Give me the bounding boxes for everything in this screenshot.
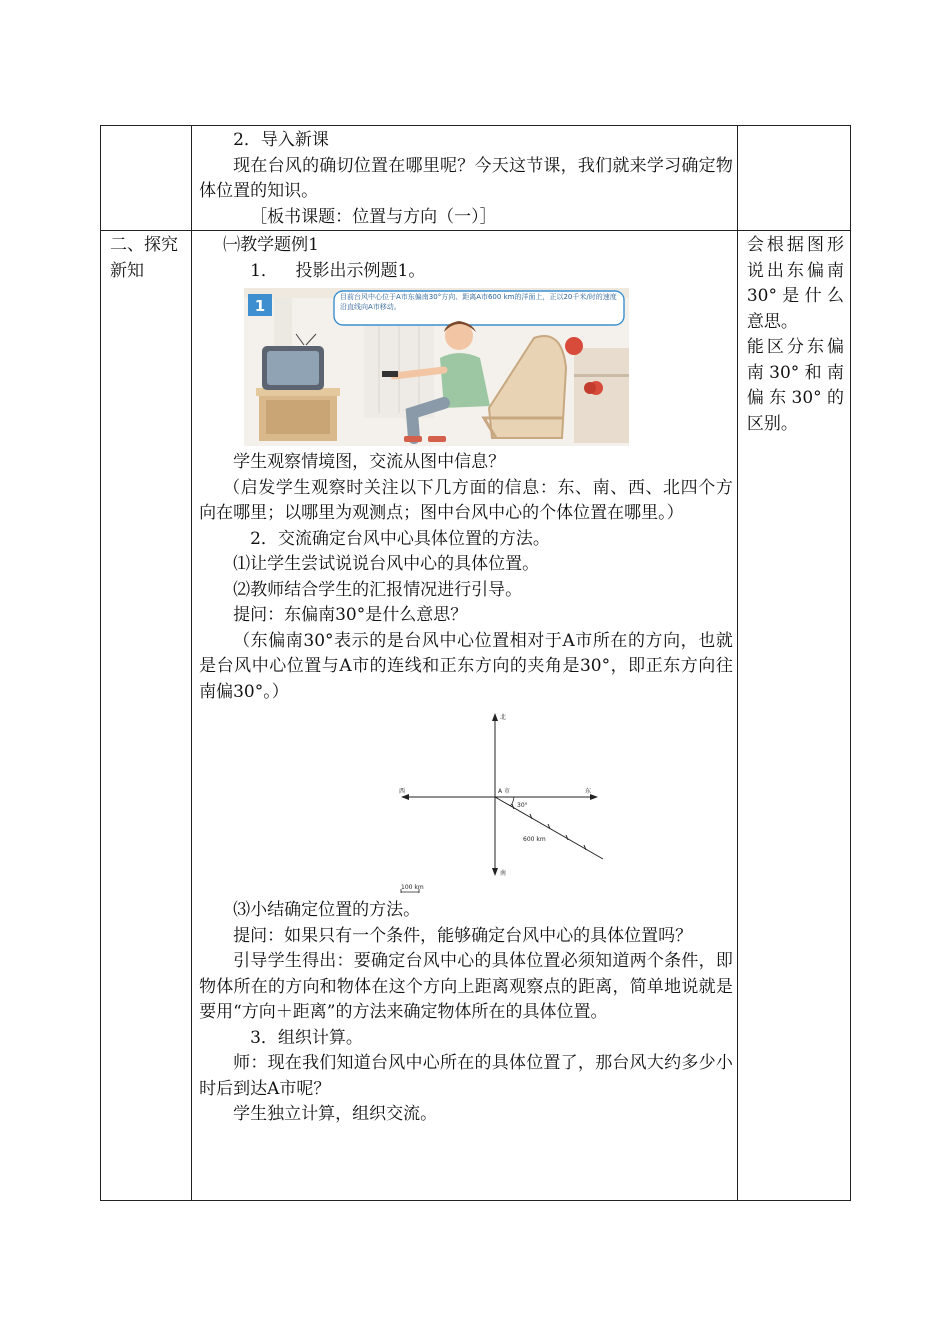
paragraph: 师：现在我们知道台风中心所在的具体位置了，那台风大约多少小时后到达A市呢？: [199, 1053, 733, 1099]
north-label: 北: [500, 714, 507, 721]
design-note: 会根据图形说出东偏南30°是什么意思。: [746, 235, 844, 332]
main-content-cell: [192, 231, 738, 1201]
question: 提问：东偏南30°是什么意思？: [233, 605, 468, 625]
table-row: [101, 231, 851, 1201]
design-note: 能区分东偏南30°和南偏东30°的区别。: [746, 337, 844, 434]
cabinet: [574, 348, 629, 443]
distance-label: 600 km: [523, 836, 546, 843]
paragraph: （启发学生观察时关注以下几方面的信息：东、南、西、北四个方向在哪里；以哪里为观测点；图中台风中心的个体位置在哪里。）: [199, 477, 733, 523]
example-title: ㈠教学题例1: [223, 235, 319, 255]
direction-diagram: [399, 711, 619, 896]
sub-step-1: ⑴让学生尝试说说台风中心的具体位置。: [233, 554, 540, 574]
direction-line: [495, 797, 603, 859]
row1-content-cell: [192, 126, 738, 231]
plant: [565, 337, 583, 355]
step-1: [199, 259, 733, 285]
sub-step-3: ⑶小结确定位置的方法。: [233, 900, 421, 920]
row1-left-cell: [101, 126, 192, 231]
paragraph: （东偏南30°表示的是台风中心位置相对于A市所在的方向，也就是台风中心位置与A市的连线和正东方向的夹角是30°，即正东方向往南偏30°。）: [199, 630, 733, 702]
section-label: 二、探究新知: [110, 235, 178, 281]
notes-cell: [737, 231, 850, 1201]
step-text: 投影出示例题1。: [295, 260, 426, 281]
badge-number: 1: [254, 297, 266, 315]
section-label-cell: [101, 231, 192, 1201]
row1-right-cell: [737, 126, 850, 231]
scale-label: 100 km: [401, 884, 424, 891]
scene-illustration: [244, 288, 629, 446]
south-label: 南: [500, 870, 507, 877]
lesson-plan-table: [100, 125, 851, 1201]
paragraph: 引导学生得出：要确定台风中心的具体位置必须知道两个条件，即物体所在的方向和物体在这个方向上距离观察点的距离，简单地说就是要用“方向＋距离”的方法来确定物体所在的具体位置。: [199, 951, 733, 1022]
question: 提问：如果只有一个条件，能够确定台风中心的具体位置吗？: [233, 925, 693, 946]
paragraph: 现在台风的确切位置在哪里呢？今天这节课，我们就来学习确定物体位置的知识。: [199, 155, 733, 201]
paragraph: 学生独立计算，组织交流。: [233, 1104, 438, 1124]
board-title: ［板书课题：位置与方向（一）］: [250, 206, 497, 227]
table-row: [101, 126, 851, 231]
angle-label: 30°: [517, 802, 528, 809]
center-label: A 市: [498, 788, 511, 795]
section-heading: 2．导入新课: [233, 130, 329, 150]
step-2: 2．交流确定台风中心具体位置的方法。: [250, 528, 550, 549]
west-label: 西: [399, 788, 406, 795]
remote: [382, 371, 398, 377]
bubble-text: 目前台风中心位于A市东偏南30°方向、距离A市600 km的洋面上，正以20千米/时的速度沿直线向A市移动。: [340, 293, 617, 311]
sub-step-2: ⑵教师结合学生的汇报情况进行引导。: [233, 579, 523, 600]
step-3: 3．组织计算。: [250, 1027, 363, 1048]
paragraph: 学生观察情境图，交流从图中信息？: [233, 452, 506, 472]
east-label: 东: [585, 788, 592, 795]
step-number: 1．: [250, 260, 278, 281]
